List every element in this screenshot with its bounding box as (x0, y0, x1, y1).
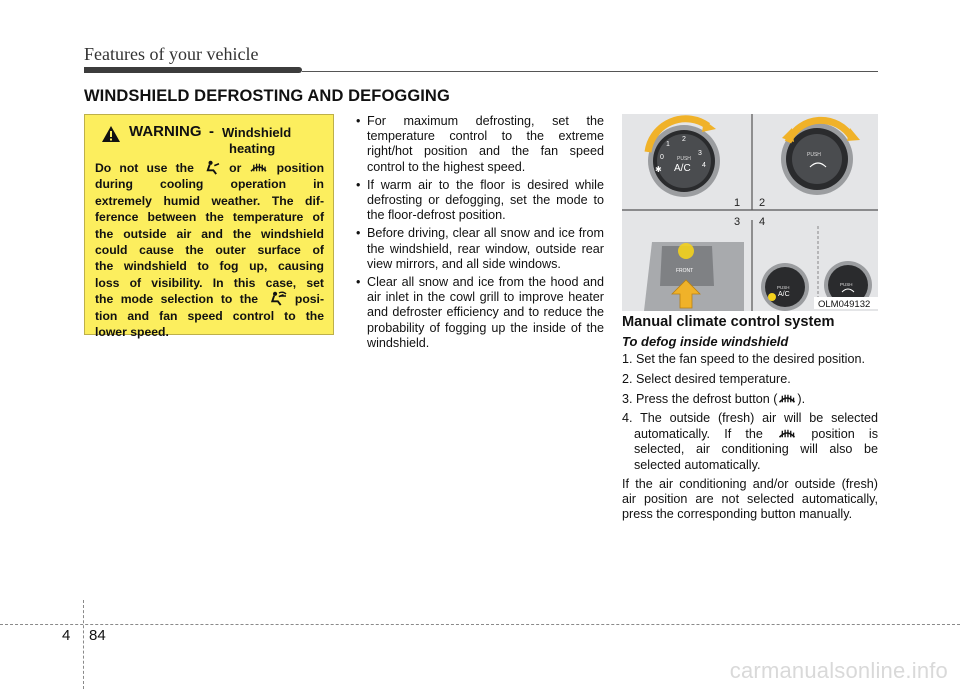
warning-header (95, 123, 324, 159)
knob-tick-label: 1 (666, 141, 670, 148)
warning-subtitle-line2: heating (229, 141, 276, 156)
page-number: 84 (89, 627, 106, 644)
floor-defrost-icon (265, 291, 287, 306)
fan-speed-knob-small (761, 263, 809, 311)
warning-line: extremely humid weather. The dif- (95, 193, 324, 208)
step-4: 4. The outside (fresh) air will be selected automatically. If the position is selected, air conditioning will also be selected automatically. (622, 411, 878, 472)
warning-line-1: Do not use the or position (95, 161, 325, 175)
panel-label-2: 2 (759, 197, 766, 209)
climate-control-figure (622, 114, 878, 311)
warning-triangle-icon (101, 125, 121, 143)
footer-rule (0, 624, 960, 625)
section-heading: WINDSHIELD DEFROSTING AND DEFOGGING (84, 87, 450, 105)
bullet-item: • Clear all snow and ice from the hood and air inlet in the cowl grill to improve heater and defroster efficiency and to reduce the probability of fogging up the inside of the windshield. (355, 275, 604, 351)
warning-line: tion and fan speed control to the (95, 308, 324, 323)
defrost-icon (777, 391, 797, 406)
chapter-number: 4 (62, 627, 71, 644)
footer-vertical-rule (83, 600, 84, 689)
svg-text:A/C: A/C (778, 291, 790, 298)
warning-dash: - (209, 123, 214, 140)
warning-line: the outside air and the windshield (95, 226, 324, 241)
figure-code: OLM049132 (818, 299, 871, 310)
defrost-icon (249, 160, 268, 175)
header-bar (84, 67, 302, 73)
step-2: 2. Select desired temperature. (622, 371, 791, 386)
knob-push-label: PUSH (807, 152, 821, 158)
subsection-heading: Manual climate control system (622, 314, 835, 330)
warning-line: lower speed. (95, 325, 169, 340)
svg-text:✱: ✱ (655, 165, 662, 174)
warning-subtitle-line1: Windshield (222, 125, 292, 140)
step-3: 3. Press the defrost button ( ). (622, 391, 806, 406)
panel-label-4: 4 (759, 216, 766, 228)
warning-line: loss of visibility. In this case, set (95, 275, 324, 290)
warning-label: WARNING (129, 123, 202, 140)
knob-tick-label: 0 (660, 154, 664, 161)
header-rule (302, 71, 878, 72)
warning-box (84, 114, 334, 340)
warning-line: ference between the temperature of (95, 210, 324, 225)
knob-tick-label: 2 (682, 136, 686, 143)
knob-ac-label: A/C (674, 163, 691, 174)
warning-line: could cause the outer surface of (95, 243, 324, 258)
step-1: 1. Set the fan speed to the desired position. (622, 352, 865, 367)
procedure-heading: To defog inside windshield (622, 334, 789, 350)
closing-paragraph: If the air conditioning and/or outside (fresh) air position are not selected automatically, press the corresponding button manually. (622, 476, 878, 522)
svg-text:PUSH: PUSH (840, 282, 853, 287)
front-defrost-button-illustration (644, 242, 744, 311)
floor-vent-icon (202, 160, 221, 175)
front-label: FRONT (676, 268, 694, 274)
warning-line: during cooling operation in (95, 177, 324, 192)
warning-line: the windshield to fog up, causing (95, 259, 324, 274)
warning-line-9: the mode selection to the posi- (95, 292, 325, 307)
header-title: Features of your vehicle (84, 44, 259, 64)
watermark: carmanualsonline.info (729, 658, 948, 683)
svg-text:PUSH: PUSH (777, 285, 790, 290)
knob-tick-label: 3 (698, 150, 702, 157)
panel-label-3: 3 (734, 216, 741, 228)
panel-label-1: 1 (734, 197, 741, 209)
middle-column (355, 114, 604, 354)
bullet-item: • Before driving, clear all snow and ice from the windshield, rear window, outside rear view mirrors, and all side windows. (355, 226, 604, 272)
defrost-icon (777, 426, 797, 441)
figure-illustration (622, 114, 878, 311)
bullet-item: • For maximum defrosting, set the temperature control to the extreme right/hot position and the fan speed control to the highest speed. (355, 114, 604, 175)
bullet-item: • If warm air to the floor is desired while defrosting or defogging, set the mode to the floor-defrost position. (355, 178, 604, 224)
right-column (622, 315, 878, 522)
knob-push-label: PUSH (677, 156, 691, 162)
warning-body (95, 160, 324, 340)
knob-tick-label: 4 (702, 162, 706, 169)
